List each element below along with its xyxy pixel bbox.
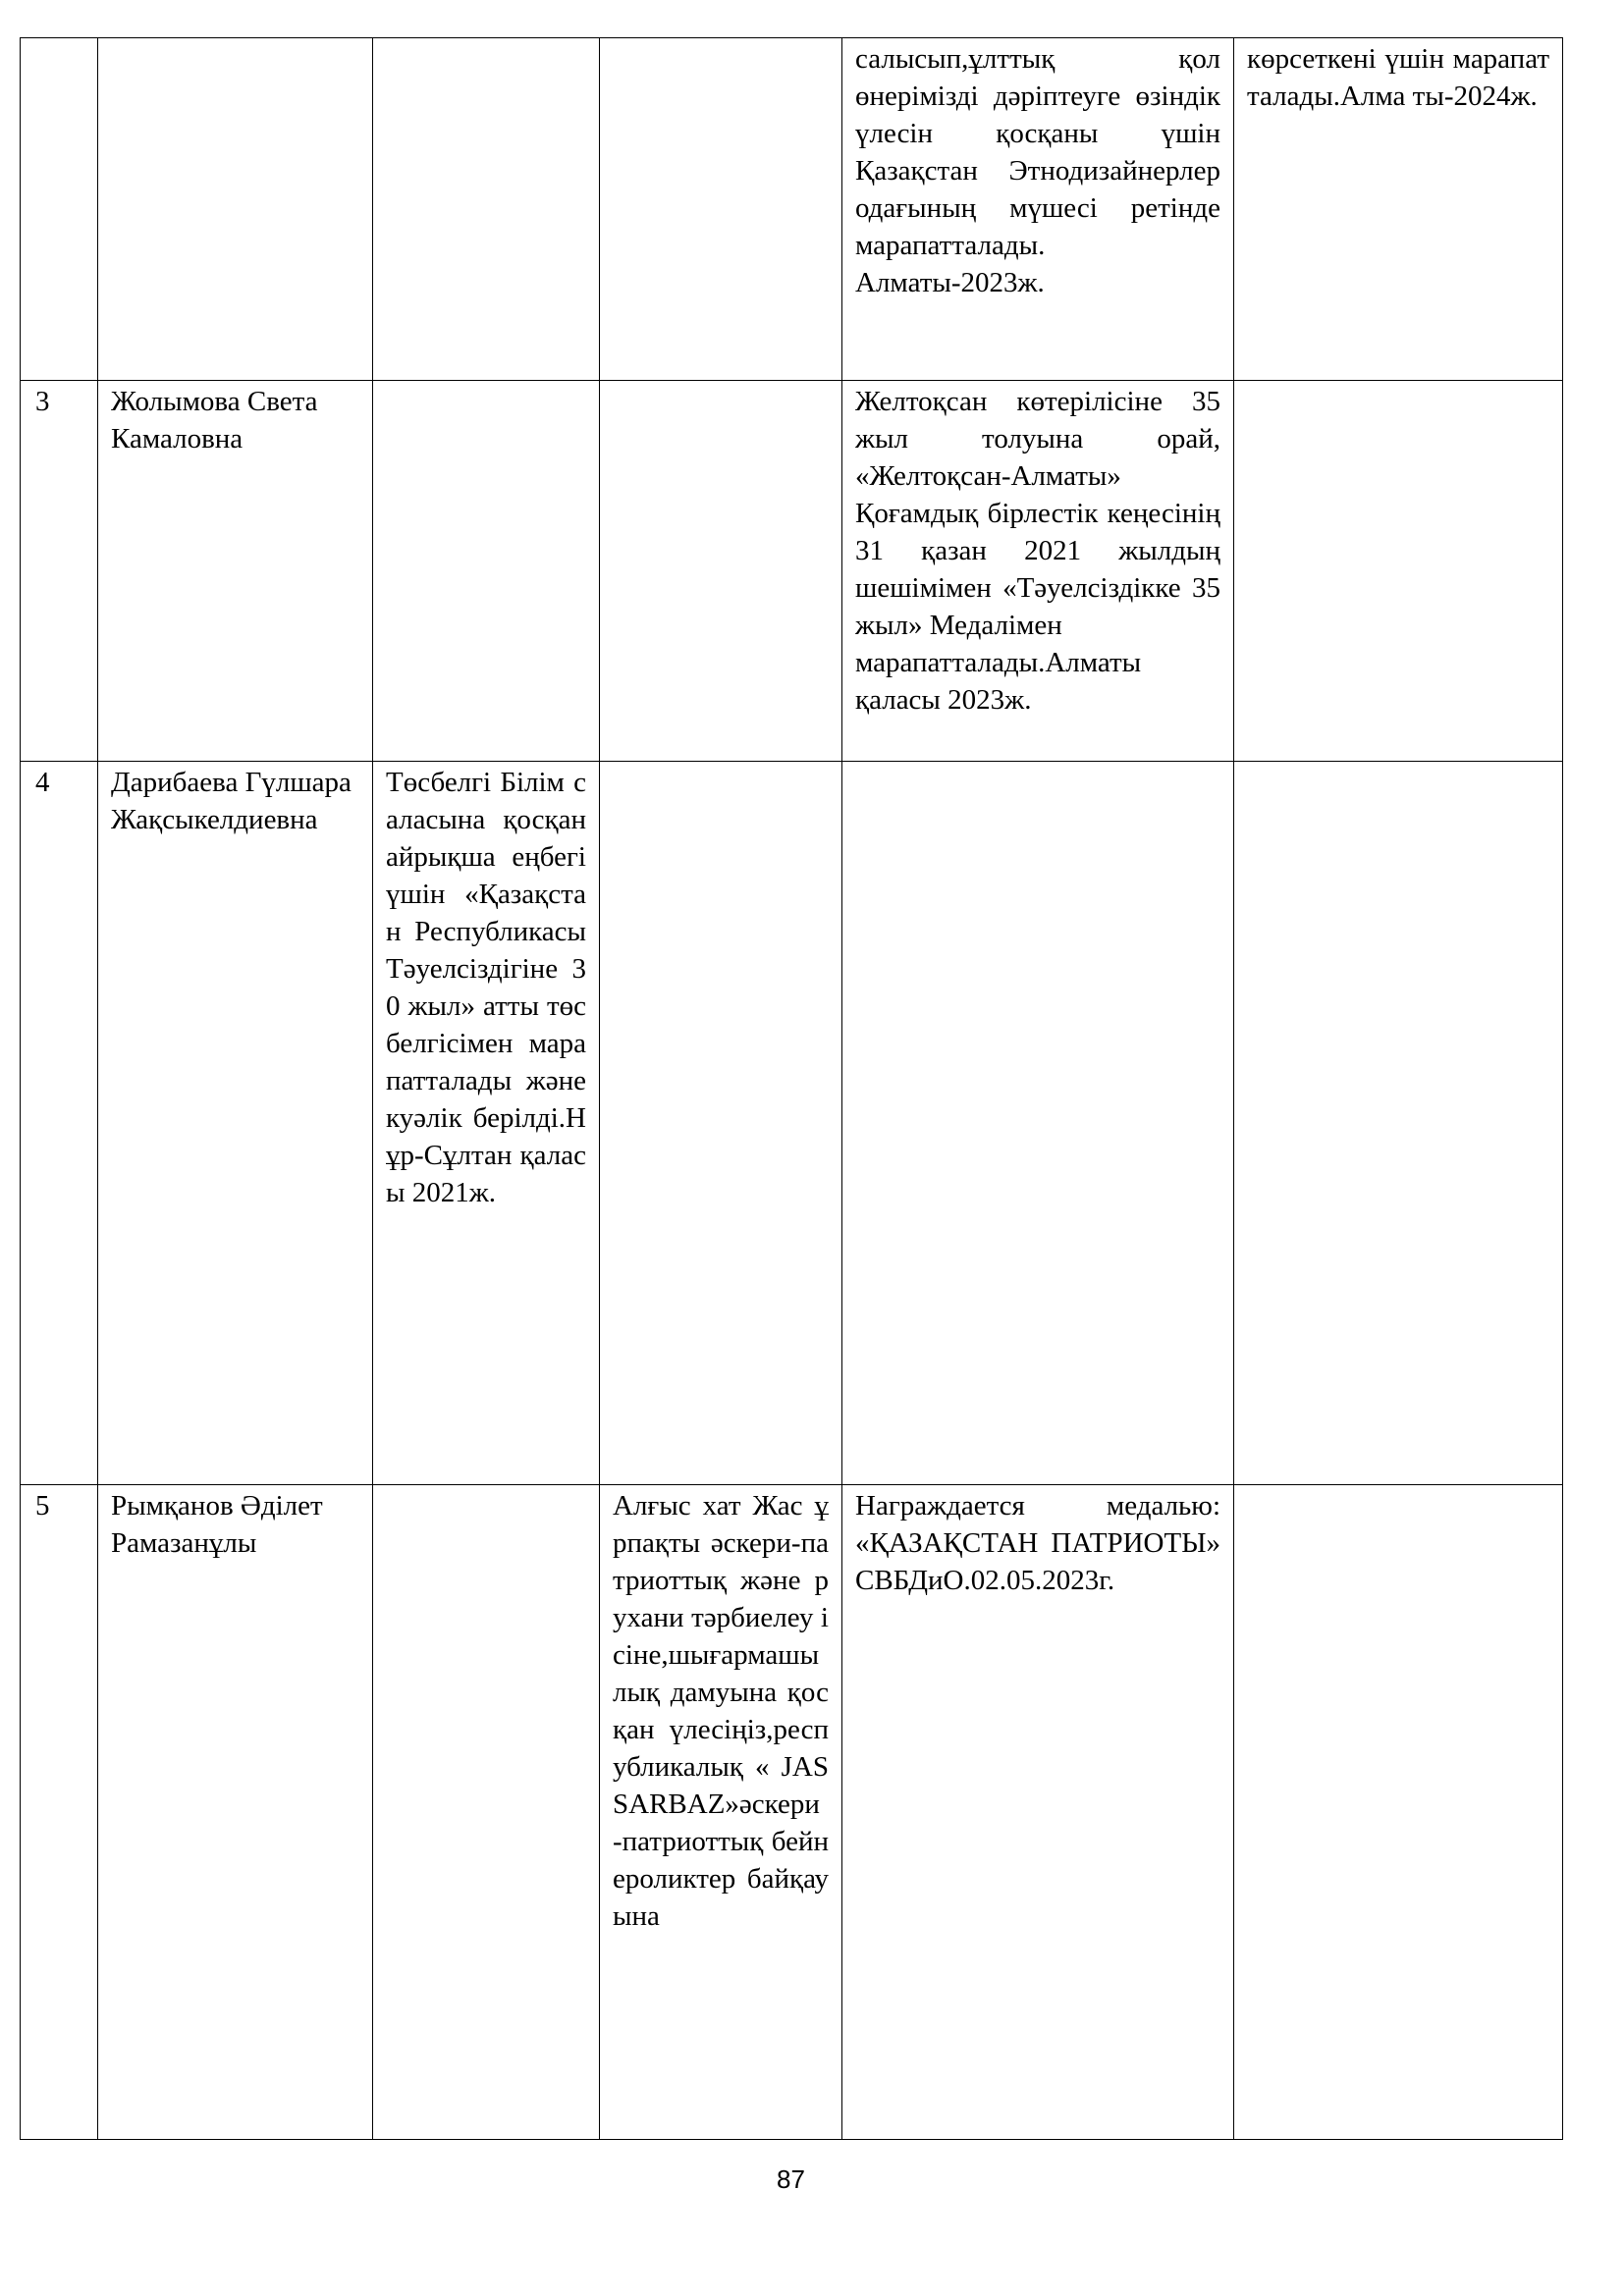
- table-row: [21, 762, 1563, 1485]
- letter-of-thanks-cell: [600, 38, 842, 381]
- table-row: [21, 1485, 1563, 2140]
- table-row: [21, 38, 1563, 381]
- row-number-cell: [21, 38, 98, 381]
- other-award-cell: [1234, 762, 1563, 1485]
- letter-of-thanks-cell: [600, 381, 842, 762]
- medal-cell: Награждается медалью: «ҚАЗАҚСТАН ПАТРИОТЫ» СВБДиО.02.05.2023г.: [842, 1485, 1234, 2140]
- full-name-cell: [98, 38, 373, 381]
- medal-cell: салысып,ұлттық қол өнерімізді дәріптеуге өзіндік үлесін қосқаны үшін Қазақстан Этнодизайнерлер одағының мүшесі ретінде марапатталады. Алматы-2023ж.: [842, 38, 1234, 381]
- table-row: [21, 381, 1563, 762]
- full-name-cell: Рымқанов Әділет Рамазанұлы: [98, 1485, 373, 2140]
- other-award-cell: [1234, 381, 1563, 762]
- medal-cell: [842, 762, 1234, 1485]
- medal-cell: Желтоқсан көтерілісіне 35 жыл толуына орай, «Желтоқсан-Алматы» Қоғамдық бірлестік кеңесінің 31 қазан 2021 жылдың шешімімен «Тәуелсіздікке 35 жыл» Медалімен марапатталады.Алматы қаласы 2023ж.: [842, 381, 1234, 762]
- full-name-cell: Дарибаева Гүлшара Жақсыкелдиевна: [98, 762, 373, 1485]
- full-name-cell: Жолымова Света Камаловна: [98, 381, 373, 762]
- badge-cell: [373, 38, 600, 381]
- row-number-cell: 5: [21, 1485, 98, 2140]
- letter-of-thanks-cell: [600, 762, 842, 1485]
- letter-of-thanks-cell: Алғыс хат Жас ұрпақты әскери-патриоттық және рухани тәрбиелеу ісіне,шығармашылық дамуына қосқан үлесіңіз,республикалық « JAS SARBAZ»әскери-патриоттық бейнероликтер байқауына: [600, 1485, 842, 2140]
- other-award-cell: көрсеткені үшін марапатталады.Алма ты-2024ж.: [1234, 38, 1563, 381]
- badge-cell: Төсбелгі Білім саласына қосқан айрықша еңбегі үшін «Қазақстан Республикасы Тәуелсіздігіне 30 жыл» атты төсбелгісімен марапатталады және куәлік берілді.Нұр-Сұлтан қаласы 2021ж.: [373, 762, 600, 1485]
- badge-cell: [373, 1485, 600, 2140]
- awards-table: [20, 37, 1563, 2140]
- row-number-cell: 4: [21, 762, 98, 1485]
- row-number-cell: 3: [21, 381, 98, 762]
- badge-cell: [373, 381, 600, 762]
- other-award-cell: [1234, 1485, 1563, 2140]
- page-number: 87: [777, 2164, 805, 2194]
